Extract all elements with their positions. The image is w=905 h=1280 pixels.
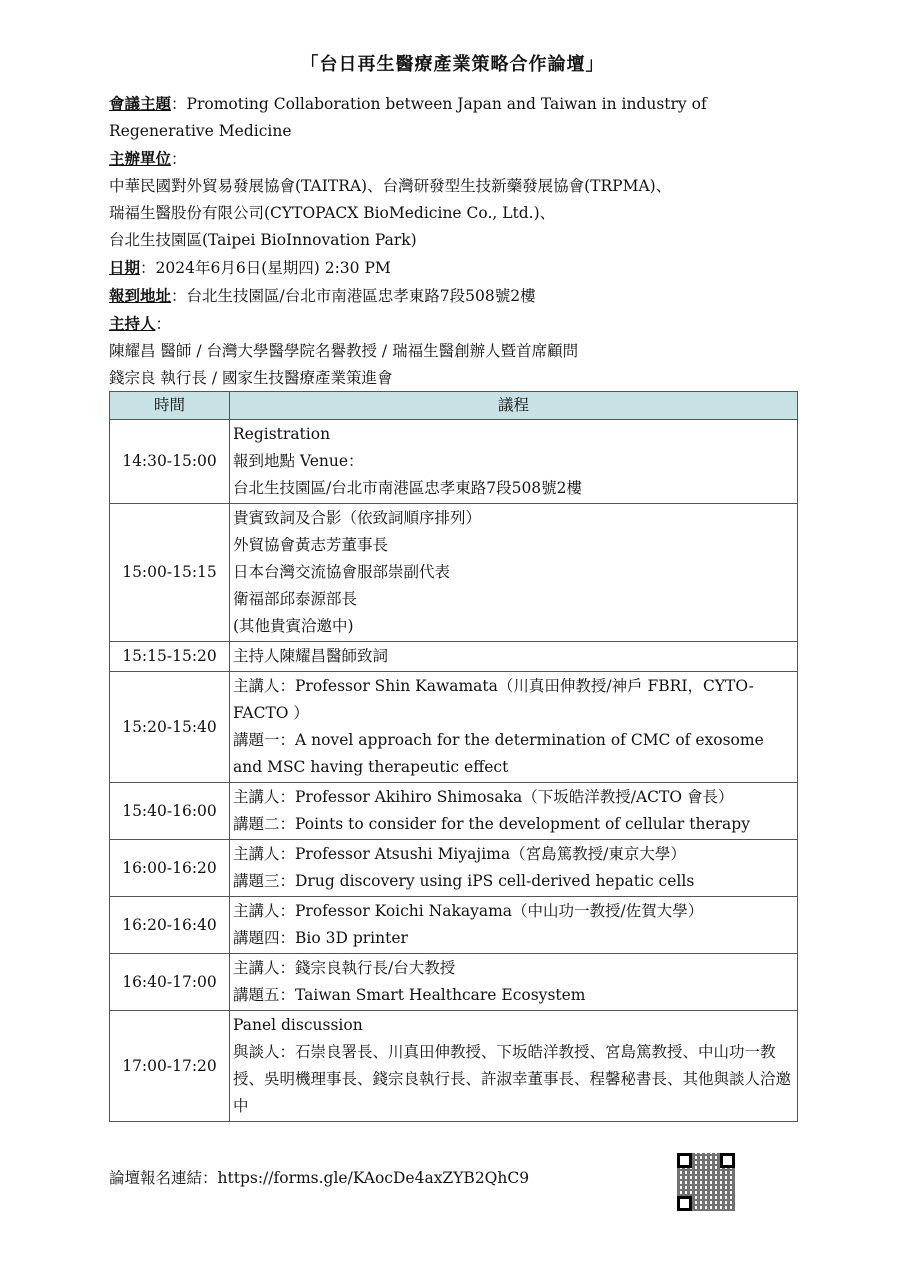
agenda-line: 講題一：A novel approach for the determination of CMC of exosome and MSC having therapeutic effect bbox=[233, 731, 764, 776]
venue-line: 報到地址：台北生技園區/台北市南港區忠孝東路7段508號2樓 bbox=[109, 286, 536, 305]
table-row bbox=[110, 642, 798, 672]
agenda-line: 講題三：Drug discovery using iPS cell-derived hepatic cells bbox=[233, 872, 695, 890]
host-heading: 主持人： bbox=[109, 314, 172, 333]
agenda-line: 主講人：Professor Atsushi Miyajima（宮島篤教授/東京大學） bbox=[233, 845, 686, 863]
table-row bbox=[110, 672, 798, 783]
agenda-line: 與談人：石崇良署長、川真田伸教授、下坂皓洋教授、宮島篤教授、中山功一教授、吳明機理事長、錢宗良執行長、許淑幸董事長、程馨秘書長、其他與談人洽邀中 bbox=[233, 1043, 792, 1115]
agenda-line: 主講人：錢宗良執行長/台大教授 bbox=[233, 959, 456, 977]
time-column-header: 時間 bbox=[110, 392, 230, 420]
agenda-line: 日本台灣交流協會服部崇副代表 bbox=[233, 563, 451, 581]
table-row bbox=[110, 954, 798, 1011]
date-line: 日期：2024年6月6日(星期四) 2:30 PM bbox=[109, 258, 391, 277]
table-row bbox=[110, 1011, 798, 1122]
agenda-header-row bbox=[110, 392, 798, 420]
table-row bbox=[110, 420, 798, 504]
organizer-heading: 主辦單位： bbox=[109, 149, 187, 168]
agenda-line: Panel discussion bbox=[233, 1016, 363, 1034]
agenda-program bbox=[230, 897, 798, 954]
agenda-time: 14:30-15:00 bbox=[110, 420, 230, 504]
agenda-line: 主講人：Professor Shin Kawamata（川真田伸教授/神戶 FBRI，CYTO-FACTO ） bbox=[233, 677, 754, 722]
program-column-header: 議程 bbox=[230, 392, 798, 420]
agenda-program bbox=[230, 1011, 798, 1122]
agenda-line: 衛福部邱泰源部長 bbox=[233, 590, 358, 608]
agenda-time: 16:00-16:20 bbox=[110, 840, 230, 897]
agenda-body bbox=[110, 420, 798, 1122]
qr-code-icon bbox=[677, 1153, 735, 1211]
table-row bbox=[110, 897, 798, 954]
agenda-time: 15:40-16:00 bbox=[110, 783, 230, 840]
event-info bbox=[109, 90, 799, 392]
host-label: 主持人 bbox=[109, 314, 156, 333]
agenda-line: 貴賓致詞及合影（依致詞順序排列） bbox=[233, 509, 482, 527]
table-row bbox=[110, 504, 798, 642]
date-label: 日期 bbox=[109, 258, 141, 277]
venue-label: 報到地址 bbox=[109, 286, 172, 305]
table-row bbox=[110, 840, 798, 897]
agenda-line: 台北生技園區/台北市南港區忠孝東路7段508號2樓 bbox=[233, 479, 583, 497]
agenda-program bbox=[230, 642, 798, 672]
agenda-time: 16:20-16:40 bbox=[110, 897, 230, 954]
theme-label: 會議主題 bbox=[109, 94, 172, 113]
organizer-line-1: 中華民國對外貿易發展協會(TAITRA)、台灣研發型生技新藥發展協會(TRPMA)、 bbox=[109, 177, 672, 195]
registration-url[interactable]: https://forms.gle/KAocDe4axZYB2QhC9 bbox=[217, 1169, 530, 1187]
theme-line: 會議主題：Promoting Collaboration between Japan and Taiwan in industry of Regenerative Medicine bbox=[109, 94, 707, 140]
agenda-line: 講題五：Taiwan Smart Healthcare Ecosystem bbox=[233, 986, 586, 1004]
agenda-line: 講題二：Points to consider for the development of cellular therapy bbox=[233, 815, 750, 833]
agenda-time: 17:00-17:20 bbox=[110, 1011, 230, 1122]
host-line-2: 錢宗良 執行長 / 國家生技醫療產業策進會 bbox=[109, 369, 393, 387]
table-row bbox=[110, 783, 798, 840]
agenda-line: 主持人陳耀昌醫師致詞 bbox=[233, 647, 389, 665]
date-value: 2024年6月6日(星期四) 2:30 PM bbox=[155, 259, 391, 277]
agenda-table bbox=[109, 391, 798, 1122]
page-title: 「台日再生醫療產業策略合作論壇」 bbox=[300, 54, 605, 75]
organizer-line-3: 台北生技園區(Taipei BioInnovation Park) bbox=[109, 231, 417, 249]
agenda-program bbox=[230, 420, 798, 504]
agenda-line: 主講人：Professor Koichi Nakayama（中山功一教授/佐賀大學） bbox=[233, 902, 704, 920]
registration-link-line bbox=[109, 1166, 529, 1188]
agenda-program bbox=[230, 504, 798, 642]
agenda-program bbox=[230, 783, 798, 840]
venue-value: 台北生技園區/台北市南港區忠孝東路7段508號2樓 bbox=[186, 287, 536, 305]
organizer-line-2: 瑞福生醫股份有限公司(CYTOPACX BioMedicine Co., Ltd.)、 bbox=[109, 204, 556, 222]
agenda-program bbox=[230, 840, 798, 897]
host-line-1: 陳耀昌 醫師 / 台灣大學醫學院名譽教授 / 瑞福生醫創辦人暨首席顧問 bbox=[109, 342, 579, 360]
agenda-line: Registration bbox=[233, 425, 331, 443]
agenda-line: (其他貴賓洽邀中) bbox=[233, 617, 354, 635]
agenda-line: 主講人：Professor Akihiro Shimosaka（下坂皓洋教授/ACTO 會長） bbox=[233, 788, 734, 806]
agenda-program bbox=[230, 672, 798, 783]
registration-label: 論壇報名連結： bbox=[109, 1169, 218, 1187]
agenda-time: 16:40-17:00 bbox=[110, 954, 230, 1011]
agenda-program bbox=[230, 954, 798, 1011]
organizer-label: 主辦單位 bbox=[109, 149, 172, 168]
agenda-line: 講題四：Bio 3D printer bbox=[233, 929, 408, 947]
agenda-time: 15:00-15:15 bbox=[110, 504, 230, 642]
theme-value: Promoting Collaboration between Japan and Taiwan in industry of Regenerative Medicine bbox=[109, 95, 707, 140]
agenda-line: 報到地點 Venue： bbox=[233, 452, 364, 470]
agenda-line: 外貿協會黃志芳董事長 bbox=[233, 536, 389, 554]
agenda-time: 15:15-15:20 bbox=[110, 642, 230, 672]
agenda-time: 15:20-15:40 bbox=[110, 672, 230, 783]
